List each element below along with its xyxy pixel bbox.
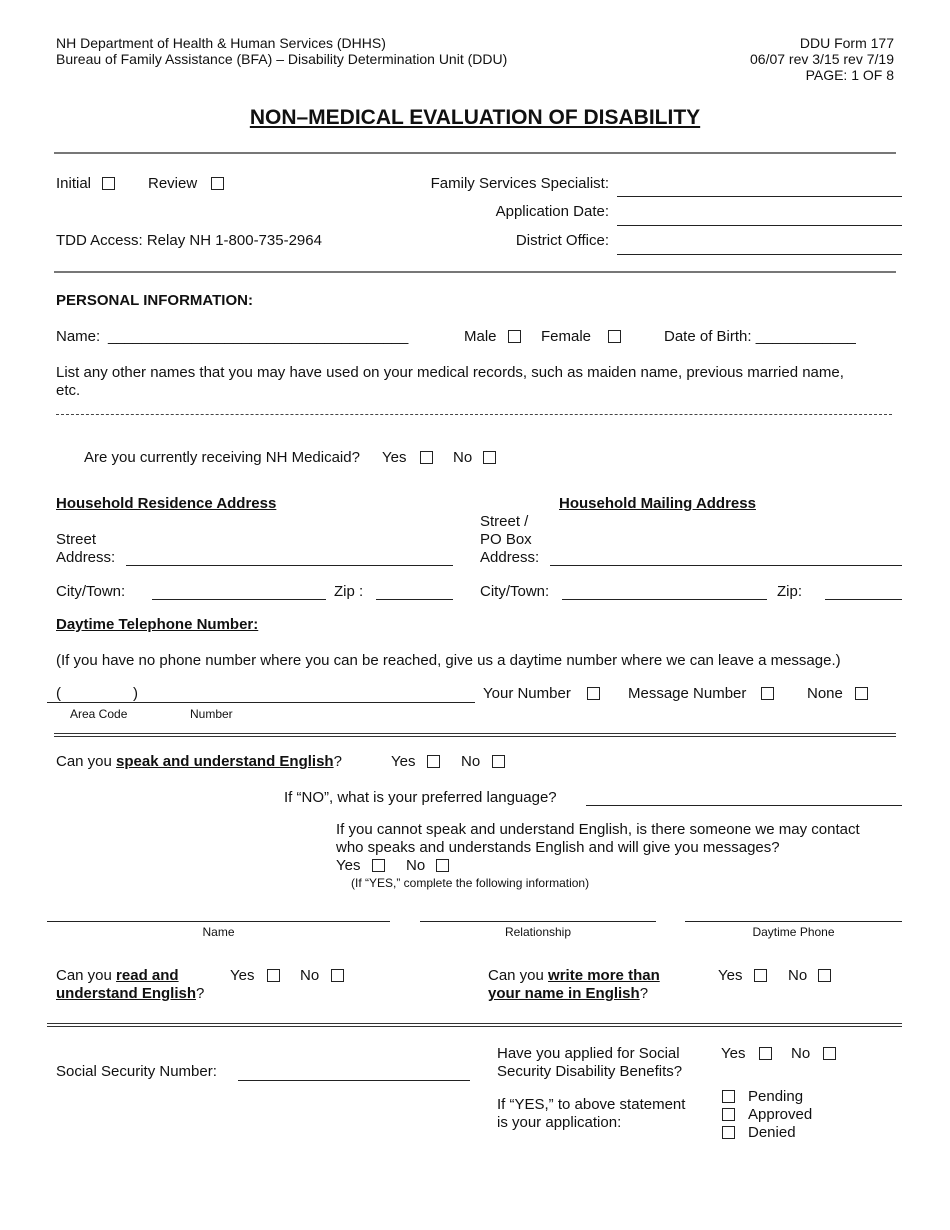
specialist-label: Family Services Specialist: [430,175,609,192]
divider [54,152,896,154]
if-yes-note: (If “YES,” complete the following information) [351,876,590,890]
applied-no-checkbox[interactable] [823,1047,836,1060]
contact-phone-caption: Daytime Phone [752,925,835,939]
your-number-checkbox[interactable] [587,687,600,700]
review-label: Review [148,175,198,192]
area-code-close-paren: ) [133,685,138,702]
approved-label: Approved [748,1106,813,1123]
form-revision: 06/07 rev 3/15 rev 7/19 [750,51,894,67]
female-label: Female [541,328,592,345]
medicaid-no-label: No [453,449,473,466]
mailing-zip-field[interactable] [825,599,902,600]
street-label: Street [56,531,97,548]
ssn-label: Social Security Number: [56,1063,217,1080]
street-label-2: Address: [56,549,116,566]
write-no-checkbox[interactable] [818,969,831,982]
number-label: Number [190,707,233,721]
name-label: Name: [56,328,101,345]
applied-yes-checkbox[interactable] [759,1047,772,1060]
none-label: None [807,685,843,702]
specialist-field[interactable] [617,196,902,197]
mailing-street-field[interactable] [550,565,902,566]
approved-checkbox[interactable] [722,1108,735,1121]
agency-line-1: NH Department of Health & Human Services (DHHS) [56,35,386,51]
form-id: DDU Form 177 [799,35,894,51]
residence-address-heading: Household Residence Address [56,495,277,512]
preferred-language-field[interactable] [586,805,902,806]
denied-label: Denied [748,1124,796,1141]
phone-heading: Daytime Telephone Number: [56,616,259,633]
applied-question-2: Security Disability Benefits? [497,1063,683,1080]
contact-relationship-caption: Relationship [504,925,572,939]
male-checkbox[interactable] [508,330,521,343]
residence-street-field[interactable] [126,565,453,566]
divider [54,271,896,273]
speak-english-question: Can you speak and understand English? [56,753,342,770]
speak-no-label: No [461,753,481,770]
message-number-checkbox[interactable] [761,687,774,700]
other-names-field[interactable] [56,414,892,415]
medicaid-yes-checkbox[interactable] [420,451,433,464]
write-english-question-2: your name in English? [488,985,649,1002]
read-english-question-1: Can you read and [56,967,179,984]
contact-question-2: who speaks and understands English and will give you messages? [336,839,780,856]
review-checkbox[interactable] [211,177,224,190]
contact-name-field[interactable] [47,921,390,922]
applied-question-1: Have you applied for Social [497,1045,680,1062]
write-no-label: No [788,967,808,984]
medicaid-question: Are you currently receiving NH Medicaid? [84,449,360,466]
applied-no-label: No [791,1045,811,1062]
initial-label: Initial [56,175,92,192]
status-question-1: If “YES,” to above statement [497,1096,686,1113]
contact-no-checkbox[interactable] [436,859,449,872]
pending-label: Pending [748,1088,804,1105]
area-code-label: Area Code [70,707,128,721]
name-field[interactable]: ____________________________________ [108,328,409,345]
write-english-question-1: Can you write more than [488,967,660,984]
initial-checkbox[interactable] [102,177,115,190]
female-checkbox[interactable] [608,330,621,343]
mailing-address-heading: Household Mailing Address [559,495,756,512]
district-office-field[interactable] [617,254,902,255]
contact-yes-label: Yes [336,857,361,874]
contact-relationship-field[interactable] [420,921,656,922]
residence-city-field[interactable] [152,599,326,600]
message-number-label: Message Number [628,685,747,702]
ssn-field[interactable] [238,1080,470,1081]
read-yes-label: Yes [230,967,255,984]
mailing-zip-label: Zip: [777,583,803,600]
read-english-question-2: understand English? [56,985,205,1002]
personal-info-heading: PERSONAL INFORMATION: [56,292,253,309]
contact-question-1: If you cannot speak and understand English, is there someone we may contact [336,821,860,838]
denied-checkbox[interactable] [722,1126,735,1139]
form-title: NON–MEDICAL EVALUATION OF DISABILITY [249,106,701,129]
read-no-label: No [300,967,320,984]
po-label-3: Address: [480,549,540,566]
phone-instruction: (If you have no phone number where you can be reached, give us a daytime number where we can leave a message.) [56,652,841,669]
mailing-city-label: City/Town: [480,583,550,600]
dob-field[interactable]: Date of Birth: ____________ [664,328,856,345]
residence-zip-field[interactable] [376,599,453,600]
speak-yes-checkbox[interactable] [427,755,440,768]
speak-yes-label: Yes [391,753,416,770]
your-number-label: Your Number [483,685,571,702]
other-names-text-1: List any other names that you may have used on your medical records, such as maiden name, previous married name, [56,364,844,381]
contact-phone-field[interactable] [685,921,902,922]
medicaid-no-checkbox[interactable] [483,451,496,464]
phone-number-field[interactable] [47,702,475,703]
none-checkbox[interactable] [855,687,868,700]
write-yes-label: Yes [718,967,743,984]
mailing-city-field[interactable] [562,599,767,600]
contact-yes-checkbox[interactable] [372,859,385,872]
po-label-1: Street / [480,513,529,530]
male-label: Male [464,328,497,345]
other-names-text-2: etc. [56,382,81,399]
write-yes-checkbox[interactable] [754,969,767,982]
po-label-2: PO Box [480,531,532,548]
residence-city-label: City/Town: [56,583,126,600]
medicaid-yes-label: Yes [382,449,407,466]
read-no-checkbox[interactable] [331,969,344,982]
page-number: PAGE: 1 OF 8 [805,67,894,83]
read-yes-checkbox[interactable] [267,969,280,982]
tdd-access: TDD Access: Relay NH 1-800-735-2964 [56,232,322,249]
applied-yes-label: Yes [721,1045,746,1062]
contact-name-caption: Name [202,925,235,939]
agency-line-2: Bureau of Family Assistance (BFA) – Disability Determination Unit (DDU) [56,51,508,67]
area-code-open-paren: ( [56,685,61,702]
application-date-label: Application Date: [495,203,609,220]
district-office-label: District Office: [515,232,609,249]
speak-no-checkbox[interactable] [492,755,505,768]
application-date-field[interactable] [617,225,902,226]
contact-no-label: No [406,857,426,874]
preferred-language-label: If “NO”, what is your preferred language? [284,789,557,806]
divider [54,733,896,737]
pending-checkbox[interactable] [722,1090,735,1103]
divider [47,1023,902,1027]
residence-zip-label: Zip : [334,583,364,600]
status-question-2: is your application: [497,1114,622,1131]
